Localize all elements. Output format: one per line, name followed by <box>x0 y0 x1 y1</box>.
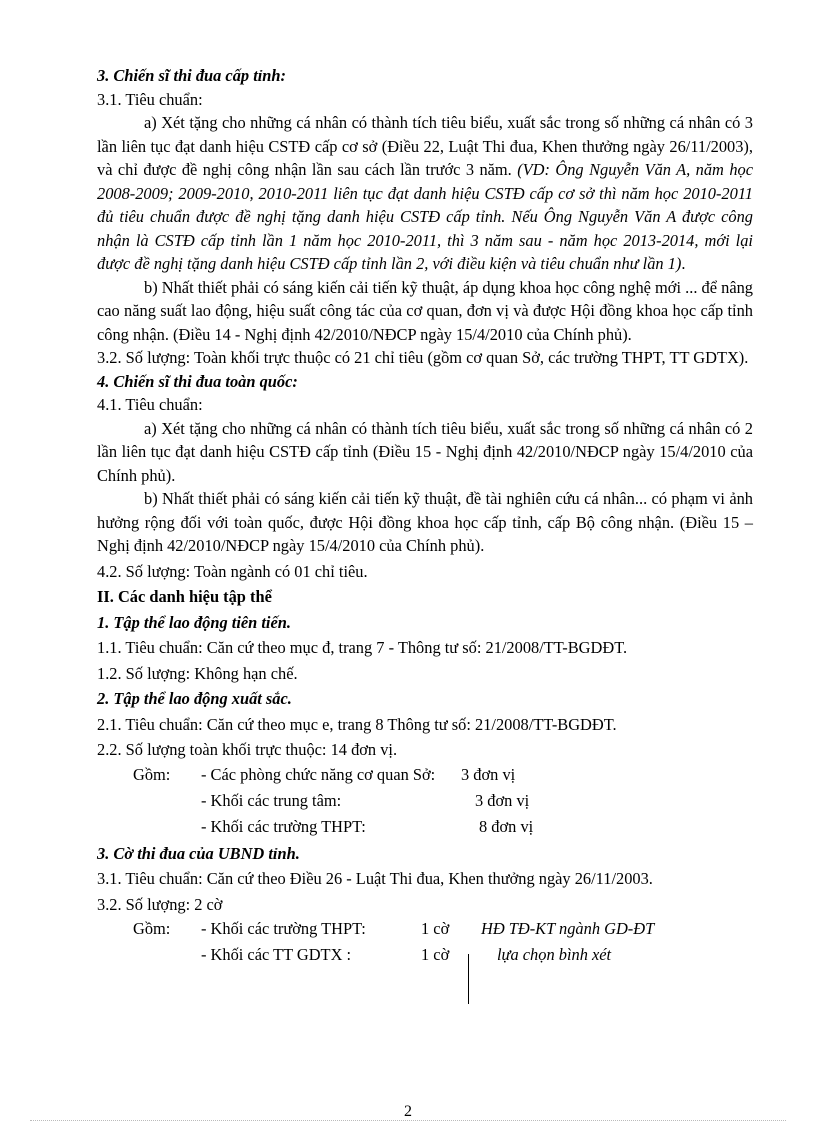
section-4-1-a: a) Xét tặng cho những cá nhân có thành tích tiêu biểu, xuất sắc trong số những cá nhân có 2 lần liên tục đạt danh hiệu CSTĐ cấp tỉnh (Điều 15 - Nghị định 42/2010/NĐCP ngày 15/4/2010 của Chính phủ). <box>97 418 753 485</box>
footer-dotted-line <box>30 1120 786 1121</box>
t2-row-2 <box>97 788 753 814</box>
collective-3-2: 3.2. Số lượng: 2 cờ <box>97 894 223 914</box>
t2-row-1-label: - Các phòng chức năng cơ quan Sở: <box>201 764 436 784</box>
bracket-divider <box>468 954 469 1004</box>
t3-row-2 <box>97 942 753 968</box>
t2-row-2-value: 3 đơn vị <box>475 790 530 810</box>
gom-label: Gồm: <box>133 764 171 784</box>
section-3-1-a <box>97 111 753 276</box>
collective-3-title: 3. Cờ thi đua của UBND tỉnh. <box>97 843 300 863</box>
section-3-title: 3. Chiến sĩ thi đua cấp tỉnh: <box>97 66 286 85</box>
t2-row-1 <box>97 762 753 788</box>
collective-3-1: 3.1. Tiêu chuẩn: Căn cứ theo Điều 26 - Luật Thi đua, Khen thưởng ngày 26/11/2003. <box>97 869 653 888</box>
section-4-2: 4.2. Số lượng: Toàn ngành có 01 chỉ tiêu. <box>97 561 368 581</box>
t2-row-2-label: - Khối các trung tâm: <box>201 790 342 810</box>
t2-row-3-label: - Khối các trường THPT: <box>201 816 366 836</box>
t3-row-2-label: - Khối các TT GDTX : <box>201 945 352 964</box>
t3-note-1: HĐ TĐ-KT ngành GD-ĐT <box>481 919 655 938</box>
collective-1-1: 1.1. Tiêu chuẩn: Căn cứ theo mục đ, trang 7 - Thông tư số: 21/2008/TT-BGDĐT. <box>97 638 628 657</box>
section-3-1-heading: 3.1. Tiêu chuẩn: <box>97 89 203 109</box>
t3-row-2-value: 1 cờ <box>421 945 450 964</box>
section-4-1-b: b) Nhất thiết phải có sáng kiến cải tiến kỹ thuật, đề tài nghiên cứu cá nhân... có phạm vi ảnh hưởng rộng đối với toàn quốc, được Hội đồng khoa học cấp tỉnh, cấp Bộ công nhận. (Điều 15 – Nghị định 42/2010/NĐCP ngày 15/4/2010 của Chính phủ). <box>97 489 753 555</box>
section-4-1-heading: 4.1. Tiêu chuẩn: <box>97 395 203 414</box>
section-3-1-a-text: a) Xét tặng cho những cá nhân có thành tích tiêu biểu, xuất sắc trong số những cá nhân có 3 lần liên tục đạt danh hiệu CSTĐ cấp cơ sở (Điều 22, Luật Thi đua, Khen thưởng ngày 26/11/2003), và chỉ được đề nghị công nhận lần sau cách lần trước 3 năm. <box>97 113 753 179</box>
t2-row-3-value: 8 đơn vị <box>479 816 534 836</box>
document-body <box>97 64 753 968</box>
collective-2-1: 2.1. Tiêu chuẩn: Căn cứ theo mục e, trang 8 Thông tư số: 21/2008/TT-BGDĐT. <box>97 714 617 734</box>
section-3-1-a-example: (VD: Ông Nguyễn Văn A, năm học 2008-2009; 2009-2010, 2010-2011 liên tục đạt danh hiệu CSTĐ cấp cơ sở thì năm học 2010-2011 đủ tiêu chuẩn được đề nghị tặng danh hiệu CSTĐ cấp tỉnh. Nếu Ông Nguyễn Văn A được công nhận là CSTĐ cấp tỉnh lần 1 năm học 2010-2011, thì 3 năm sau - năm học 2013-2014, mới lại được đề nghị tặng danh hiệu CSTĐ cấp tỉnh lần 2, với điều kiện và tiêu chuẩn như lần 1) <box>97 160 753 273</box>
collective-1-2: 1.2. Số lượng: Không hạn chế. <box>97 663 298 683</box>
page-number: 2 <box>404 1103 412 1120</box>
collective-1-title: 1. Tập thể lao động tiên tiến. <box>97 612 291 632</box>
t2-row-3 <box>97 814 753 840</box>
t3-note-2: lựa chọn bình xét <box>497 945 612 964</box>
section-II-title: II. Các danh hiệu tập thể <box>97 587 272 606</box>
t3-row-1-value: 1 cờ <box>421 919 450 938</box>
section-4-title: 4. Chiến sĩ thi đua toàn quốc: <box>97 371 298 391</box>
t3-row-1-label: - Khối các trường THPT: <box>201 919 366 938</box>
t3-row-1 <box>97 916 753 942</box>
section-3-2: 3.2. Số lượng: Toàn khối trực thuộc có 21 chỉ tiêu (gồm cơ quan Sở, các trường THPT, TT GDTX). <box>97 348 749 367</box>
section-3-1-a-end: . <box>681 254 686 273</box>
t2-row-1-value: 3 đơn vị <box>461 764 516 784</box>
collective-2-2: 2.2. Số lượng toàn khối trực thuộc: 14 đơn vị. <box>97 740 398 759</box>
section-3-1-b: b) Nhất thiết phải có sáng kiến cải tiến kỹ thuật, áp dụng khoa học công nghệ mới ... để nâng cao năng suất lao động, hiệu suất công tác của cơ quan, đơn vị và được Hội đồng khoa học cấp tỉnh công nhận. (Điều 14 - Nghị định 42/2010/NĐCP ngày 15/4/2010 của Chính phủ). <box>97 277 753 344</box>
collective-2-title: 2. Tập thể lao động xuất sắc. <box>97 689 292 708</box>
gom-label-2: Gồm: <box>133 919 171 938</box>
